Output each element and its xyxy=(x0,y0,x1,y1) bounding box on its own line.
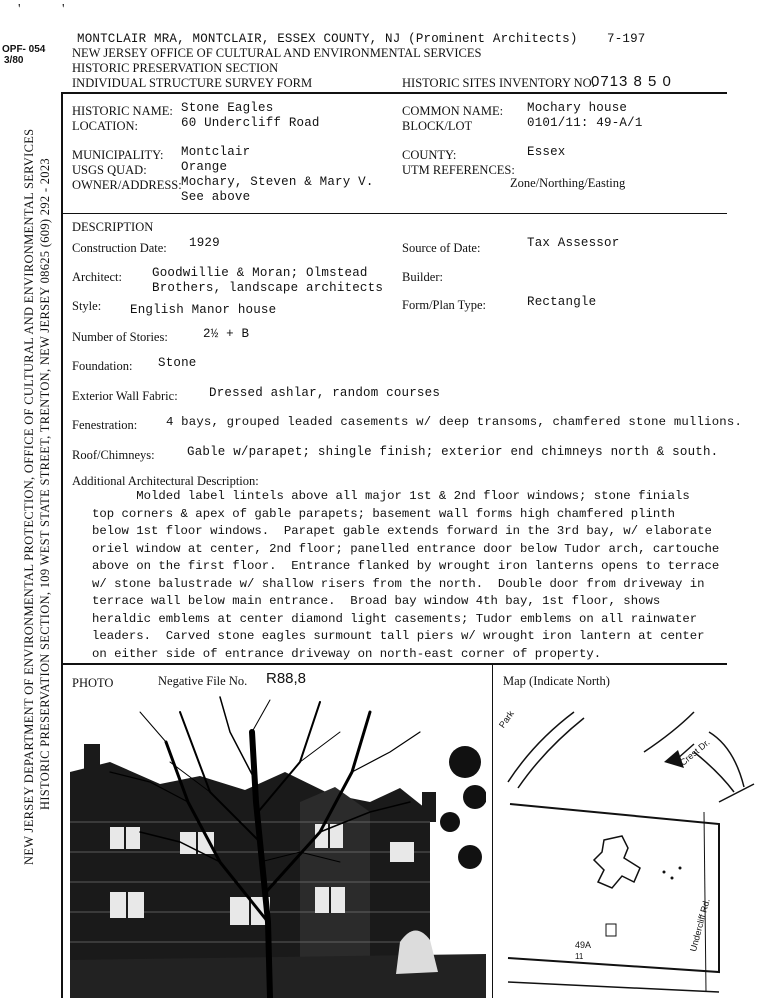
owner-address-value: See above xyxy=(181,190,251,204)
scan-mark-right: ' xyxy=(62,2,65,17)
historic-name-value: Stone Eagles xyxy=(181,101,274,115)
top-typed-line: MONTCLAIR MRA, MONTCLAIR, ESSEX COUNTY, NJ (Prominent Architects) xyxy=(77,32,578,46)
photo-map-divider xyxy=(492,665,493,998)
wall-fabric-value: Dressed ashlar, random courses xyxy=(209,386,441,400)
county-label: COUNTY: xyxy=(402,148,457,162)
location-value: 60 Undercliff Road xyxy=(181,116,320,130)
map-label: Map (Indicate North) xyxy=(503,674,610,688)
form-plan-label: Form/Plan Type: xyxy=(402,298,486,312)
description-line: below 1st floor windows. Parapet gable extends forward in the 3rd bay, w/ elaborate xyxy=(92,524,712,538)
header-rule xyxy=(62,92,727,94)
map-street-crest: Crest Dr. xyxy=(678,737,712,768)
source-of-date-label: Source of Date: xyxy=(402,241,481,255)
usgs-quad-label: USGS QUAD: xyxy=(72,163,147,177)
foundation-label: Foundation: xyxy=(72,359,133,373)
description-line: above on the first floor. Entrance flanked by wrought iron lanterns opens to terrace xyxy=(92,559,720,573)
description-heading: DESCRIPTION xyxy=(72,220,154,234)
description-line: oriel window at center, 2nd floor; panelled entrance door below Tudor arch, cartouche xyxy=(92,541,720,556)
left-frame-line xyxy=(61,92,63,998)
block-lot-value: 0101/11: 49-A/1 xyxy=(527,116,643,130)
description-line: heraldic emblems at center diamond light casements; Tudor emblems on all rainwater xyxy=(92,611,698,626)
side-text-address: HISTORIC PRESERVATION SECTION, 109 WEST STATE STREET, TRENTON, NEW JERSEY 08625 (609) 292 - 2023 xyxy=(38,158,52,810)
municipality-label: MUNICIPALITY: xyxy=(72,148,164,162)
stories-value: 2½ + B xyxy=(203,327,250,341)
location-label: LOCATION: xyxy=(72,119,138,133)
stories-label: Number of Stories: xyxy=(72,330,168,344)
builder-label: Builder: xyxy=(402,270,443,284)
fenestration-label: Fenestration: xyxy=(72,418,138,432)
house-photo xyxy=(70,692,486,998)
architect-value-line2: Brothers, landscape architects xyxy=(152,281,384,295)
map-street-undercliff: Undercliff Rd. xyxy=(688,897,712,953)
section-title: HISTORIC PRESERVATION SECTION xyxy=(72,61,279,75)
description-line: w/ stone balustrade w/ shallow risers from the north. Double door from driveway in xyxy=(92,576,705,591)
historic-name-label: HISTORIC NAME: xyxy=(72,104,173,118)
owner-value: Mochary, Steven & Mary V. xyxy=(181,175,374,189)
roof-chimneys-value: Gable w/parapet; shingle finish; exterior end chimneys north & south. xyxy=(187,445,719,459)
construction-date-label: Construction Date: xyxy=(72,241,167,255)
municipality-value: Montclair xyxy=(181,145,251,159)
description-line: Molded label lintels above all major 1st & 2nd floor windows; stone finials xyxy=(92,489,690,503)
additional-description-label: Additional Architectural Description: xyxy=(72,474,259,488)
additional-description-text xyxy=(92,488,720,663)
description-line: terrace wall below main entrance. Broad bay window 4th bay, 1st floor, shows xyxy=(92,594,661,608)
description-line: top corners & apex of gable parapets; basement wall forms high chamfered plinth xyxy=(92,506,675,521)
form-code: OPF- 054 xyxy=(2,44,46,55)
architect-value-line1: Goodwillie & Moran; Olmstead xyxy=(152,266,368,280)
foundation-value: Stone xyxy=(158,356,197,370)
roof-chimneys-label: Roof/Chimneys: xyxy=(72,448,155,462)
identification-rule xyxy=(62,213,727,214)
architect-label: Architect: xyxy=(72,270,122,284)
utm-label: UTM REFERENCES: xyxy=(402,163,515,177)
description-line: leaders. Carved stone eagles surmount tall piers w/ wrought iron lantern at center xyxy=(92,629,705,643)
side-text-department: NEW JERSEY DEPARTMENT OF ENVIRONMENTAL PROTECTION, OFFICE OF CULTURAL AND ENVIRONMENTAL SERVICES xyxy=(22,128,36,865)
usgs-quad-value: Orange xyxy=(181,160,228,174)
scan-mark-left: ' xyxy=(18,2,21,17)
negative-file-label: Negative File No. xyxy=(158,674,248,688)
county-value: Essex xyxy=(527,145,566,159)
fenestration-value: 4 bays, grouped leaded casements w/ deep transoms, chamfered stone mullions. xyxy=(166,415,743,429)
style-value: English Manor house xyxy=(130,303,277,317)
construction-date-value: 1929 xyxy=(189,236,220,250)
owner-address-label: OWNER/ADDRESS: xyxy=(72,178,182,192)
form-title: INDIVIDUAL STRUCTURE SURVEY FORM xyxy=(72,76,313,90)
form-date: 3/80 xyxy=(4,55,24,66)
wall-fabric-label: Exterior Wall Fabric: xyxy=(72,389,178,403)
map-lot-number: 49A xyxy=(575,940,592,950)
form-plan-value: Rectangle xyxy=(527,295,597,309)
block-lot-label: BLOCK/LOT xyxy=(402,119,473,133)
common-name-value: Mochary house xyxy=(527,101,628,115)
source-of-date-value: Tax Assessor xyxy=(527,236,620,250)
negative-file-number: R88,8 xyxy=(266,670,307,687)
description-rule xyxy=(62,663,727,665)
inventory-number: 0713 8 5 0 xyxy=(591,73,672,90)
location-map xyxy=(494,692,756,998)
description-line: on either side of entrance driveway on north-east corner of property. xyxy=(92,646,602,661)
inventory-label: HISTORIC SITES INVENTORY NO. xyxy=(402,76,595,90)
common-name-label: COMMON NAME: xyxy=(402,104,504,118)
style-label: Style: xyxy=(72,299,102,313)
page-reference: 7-197 xyxy=(607,32,646,46)
photo-label: PHOTO xyxy=(72,676,114,690)
map-street-park: Park xyxy=(497,708,516,730)
map-lot-sub: 11 xyxy=(575,952,584,961)
utm-value: Zone/Northing/Easting xyxy=(510,176,626,190)
office-title: NEW JERSEY OFFICE OF CULTURAL AND ENVIRONMENTAL SERVICES xyxy=(72,46,482,60)
